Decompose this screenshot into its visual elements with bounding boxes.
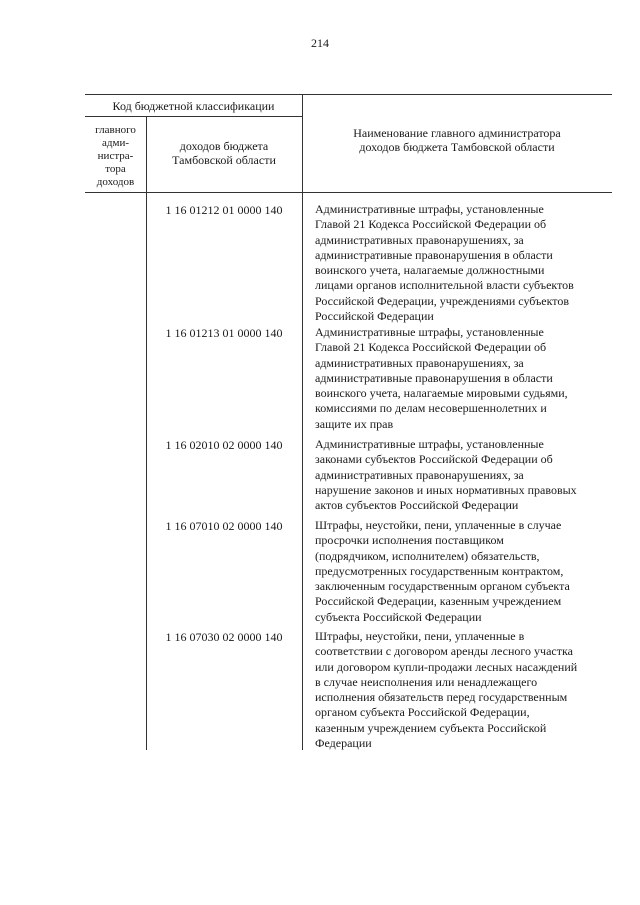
row-name-line: исполнения обязательств перед государственным <box>315 690 568 705</box>
row-name-line: казенным учреждением субъекта Российской <box>315 720 547 735</box>
row-name-line: органом субъекта Российской Федерации, <box>315 705 530 720</box>
row-name-line: Федерации <box>315 736 372 751</box>
row-name-line: административных правонарушениях, за <box>315 232 524 247</box>
header-group-title: Код бюджетной классификации <box>112 99 275 113</box>
row-code: 1 16 07010 02 0000 140 <box>165 519 283 533</box>
budget-classification-table <box>85 94 612 750</box>
row-name-line: субъекта Российской Федерации <box>315 609 482 624</box>
row-name-line: предусмотренных государственным контрактом, <box>315 563 564 578</box>
row-name-line: заключенным государственным органом субъекта <box>315 579 570 594</box>
row-name <box>315 518 605 625</box>
header-revenue-line: Тамбовской области <box>172 153 276 167</box>
header-name-line: Наименование главного администратора <box>353 126 561 140</box>
row-name-line: Российской Федерации, казенным учреждением <box>315 594 562 609</box>
header-revenue-line: доходов бюджета <box>179 139 269 153</box>
row-name <box>315 629 605 751</box>
row-name <box>315 202 605 324</box>
row-name-line: просрочки исполнения поставщиком <box>315 533 504 548</box>
header-admin-line: адми- <box>102 137 129 149</box>
row-name-line: или договором купли-продажи лесных насаждений <box>315 659 578 674</box>
row-name-line: Российской Федерации, учреждениями субъектов <box>315 293 570 308</box>
row-code: 1 16 01212 01 0000 140 <box>165 203 283 217</box>
row-name-line: Главой 21 Кодекса Российской Федерации об <box>315 217 547 232</box>
column-divider-2 <box>302 94 303 750</box>
row-name <box>315 437 605 513</box>
header-admin-line: главного <box>95 124 136 136</box>
row-name-line: Административные штрафы, установленные <box>315 325 544 339</box>
row-name-line: Главой 21 Кодекса Российской Федерации об <box>315 340 547 355</box>
row-code: 1 16 07030 02 0000 140 <box>165 630 283 644</box>
row-name-line: нарушение законов и иных нормативных правовых <box>315 482 577 497</box>
header-admin-line: тора <box>105 163 126 175</box>
row-name-line: административных правонарушениях, за <box>315 467 524 482</box>
header-border-bottom <box>85 192 612 193</box>
row-name-line: лицами органов исполнительной власти субъектов <box>315 278 574 293</box>
row-name-line: Штрафы, неустойки, пени, уплаченные в случае <box>315 518 562 532</box>
row-name-line: в случае неисполнения или ненадлежащего <box>315 674 538 689</box>
row-name-line: актов субъектов Российской Федерации <box>315 498 519 513</box>
row-name-line: соответствии с договором аренды лесного участка <box>315 644 573 659</box>
row-name-line: административные правонарушения в области <box>315 370 553 385</box>
row-name-line: (подрядчиком, исполнителем) обязательств, <box>315 548 540 563</box>
row-code: 1 16 02010 02 0000 140 <box>165 438 283 452</box>
header-admin-line: доходов <box>96 176 135 188</box>
row-name-line: Административные штрафы, установленные <box>315 202 544 216</box>
header-revenue-column <box>146 139 302 167</box>
row-name-line: Российской Федерации <box>315 309 434 324</box>
header-divider <box>85 116 302 117</box>
row-name-line: Административные штрафы, установленные <box>315 437 544 451</box>
row-name-line: воинского учета, налагаемые должностными <box>315 263 545 278</box>
row-name-line: административных правонарушениях, за <box>315 355 524 370</box>
row-name-line: защите их прав <box>315 416 394 431</box>
header-admin-line: нистра- <box>97 150 134 162</box>
row-name-line: законами субъектов Российской Федерации об <box>315 452 553 467</box>
row-code: 1 16 01213 01 0000 140 <box>165 326 283 340</box>
row-name-line: административные правонарушения в области <box>315 247 553 262</box>
row-name <box>315 325 605 432</box>
header-name-line: доходов бюджета Тамбовской области <box>359 140 555 154</box>
table-border-top <box>85 94 612 95</box>
header-name-column <box>302 126 612 154</box>
row-name-line: Штрафы, неустойки, пени, уплаченные в <box>315 629 525 643</box>
page-number: 214 <box>311 36 329 50</box>
header-admin-column <box>85 124 146 189</box>
row-name-line: воинского учета, налагаемые мировыми судьями, <box>315 386 568 401</box>
row-name-line: комиссиями по делам несовершеннолетних и <box>315 401 547 416</box>
